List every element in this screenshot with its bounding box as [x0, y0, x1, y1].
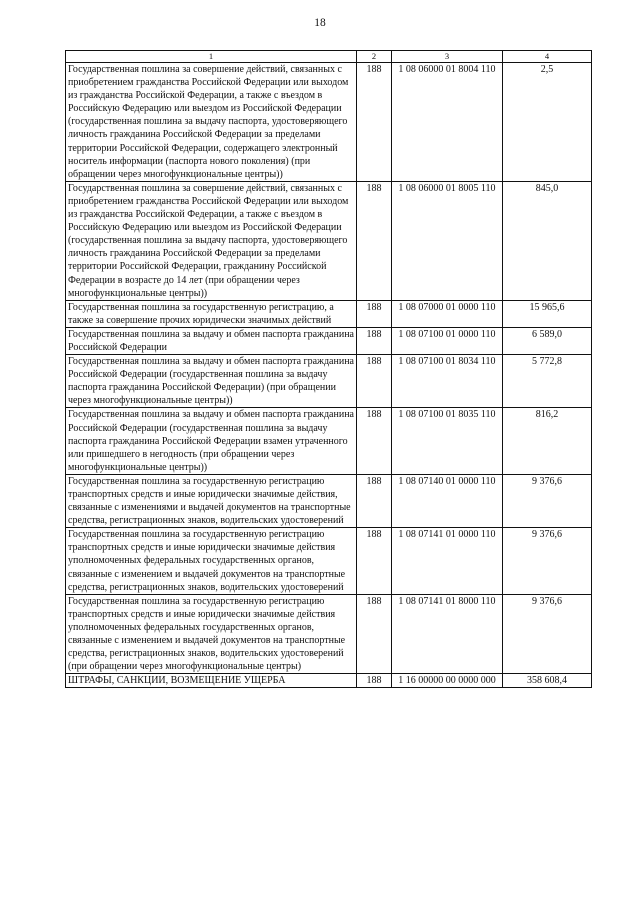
row-budget-code: 1 08 06000 01 8004 110	[392, 63, 503, 182]
table-header-row	[66, 51, 592, 63]
row-admin-code: 188	[357, 327, 392, 354]
row-budget-code: 1 08 07141 01 0000 110	[392, 528, 503, 594]
row-amount: 9 376,6	[503, 474, 592, 527]
row-admin-code: 188	[357, 300, 392, 327]
row-amount: 816,2	[503, 408, 592, 474]
table-row	[66, 181, 592, 300]
row-amount: 2,5	[503, 63, 592, 182]
column-header: 4	[503, 51, 592, 63]
row-admin-code: 188	[357, 594, 392, 674]
row-description: Государственная пошлина за совершение действий, связанных с приобретением гражданства Российской Федерации или выходом из гражданства Российской Федерации, а также с въездом в Российскую Федерацию или выездом из Российской Федерации (государственная пошлина за выдачу паспорта, удостоверяющего личность гражданина Российской Федерации за пределами территории Российской Федерации, гражданину Российской Федерации в возрасте до 14 лет (при обращении через многофункциональные центры))	[66, 181, 357, 300]
row-description: Государственная пошлина за совершение действий, связанных с приобретением гражданства Российской Федерации или выходом из гражданства Российской Федерации, а также с въездом в Российскую Федерацию или выездом из Российской Федерации (государственная пошлина за выдачу паспорта, удостоверяющего личность гражданина Российской Федерации за пределами территории Российской Федерации, содержащего электронный носитель информации (паспорта нового поколения) (при обращении через многофункциональные центры))	[66, 63, 357, 182]
row-budget-code: 1 08 07140 01 0000 110	[392, 474, 503, 527]
row-description: Государственная пошлина за государственную регистрацию транспортных средств и иные юридически значимые действия уполномоченных федеральных государственных органов, связанные с изменением и выдачей документов на транспортные средства, регистрационных знаков, водительских удостоверений (при обращении через многофункциональные центры)	[66, 594, 357, 674]
table-row	[66, 528, 592, 594]
row-description: Государственная пошлина за выдачу и обмен паспорта гражданина Российской Федерации (государственная пошлина за выдачу паспорта гражданина Российской Федерации взамен утраченного или пришедшего в негодность (при обращении через многофункциональные центры))	[66, 408, 357, 474]
table-row	[66, 355, 592, 408]
row-budget-code: 1 08 07141 01 8000 110	[392, 594, 503, 674]
page-number: 18	[314, 17, 326, 29]
row-admin-code: 188	[357, 181, 392, 300]
row-description: ШТРАФЫ, САНКЦИИ, ВОЗМЕЩЕНИЕ УЩЕРБА	[66, 674, 357, 688]
row-description: Государственная пошлина за государственную регистрацию транспортных средств и иные юридически значимые действия, связанные с изменениями и выдачей документов на транспортные средства, регистрационных знаков, водительских удостоверений	[66, 474, 357, 527]
row-budget-code: 1 08 07100 01 8034 110	[392, 355, 503, 408]
revenue-table	[65, 50, 592, 688]
row-admin-code: 188	[357, 408, 392, 474]
row-description: Государственная пошлина за государственную регистрацию транспортных средств и иные юридически значимые действия уполномоченных федеральных государственных органов, связанные с изменением и выдачей документов на транспортные средства, регистрационных знаков, водительских удостоверений	[66, 528, 357, 594]
row-amount: 9 376,6	[503, 528, 592, 594]
table-row	[66, 63, 592, 182]
row-admin-code: 188	[357, 355, 392, 408]
table-row	[66, 408, 592, 474]
row-budget-code: 1 08 07000 01 0000 110	[392, 300, 503, 327]
column-header: 1	[66, 51, 357, 63]
column-header: 3	[392, 51, 503, 63]
row-amount: 9 376,6	[503, 594, 592, 674]
row-amount: 6 589,0	[503, 327, 592, 354]
row-description: Государственная пошлина за выдачу и обмен паспорта гражданина Российской Федерации (государственная пошлина за выдачу паспорта гражданина Российской Федерации) (при обращении через многофункциональные центры))	[66, 355, 357, 408]
table-row	[66, 327, 592, 354]
row-admin-code: 188	[357, 63, 392, 182]
row-amount: 5 772,8	[503, 355, 592, 408]
row-amount: 845,0	[503, 181, 592, 300]
row-budget-code: 1 08 06000 01 8005 110	[392, 181, 503, 300]
row-amount: 358 608,4	[503, 674, 592, 688]
row-admin-code: 188	[357, 674, 392, 688]
row-amount: 15 965,6	[503, 300, 592, 327]
row-description: Государственная пошлина за выдачу и обмен паспорта гражданина Российской Федерации	[66, 327, 357, 354]
row-budget-code: 1 08 07100 01 0000 110	[392, 327, 503, 354]
table-row	[66, 474, 592, 527]
table-row	[66, 300, 592, 327]
column-header: 2	[357, 51, 392, 63]
row-description: Государственная пошлина за государственную регистрацию, а также за совершение прочих юридически значимых действий	[66, 300, 357, 327]
table-row	[66, 594, 592, 674]
row-admin-code: 188	[357, 474, 392, 527]
row-budget-code: 1 08 07100 01 8035 110	[392, 408, 503, 474]
table-row	[66, 674, 592, 688]
row-budget-code: 1 16 00000 00 0000 000	[392, 674, 503, 688]
row-admin-code: 188	[357, 528, 392, 594]
